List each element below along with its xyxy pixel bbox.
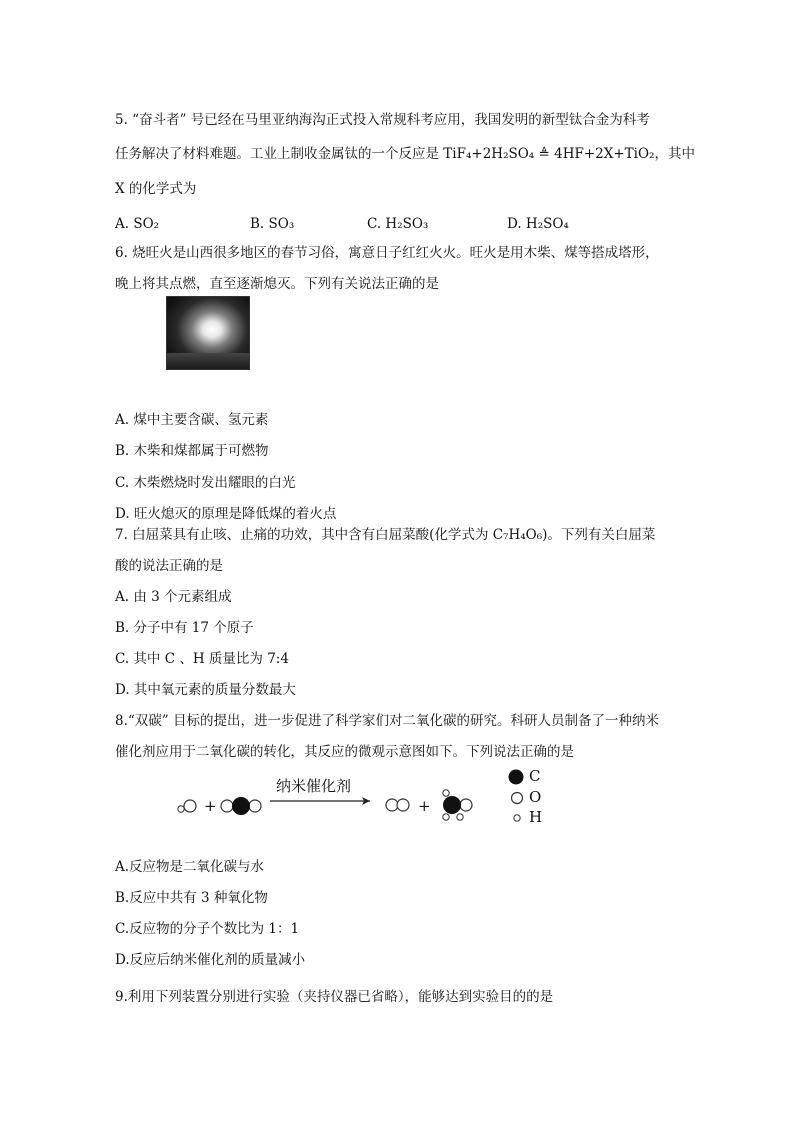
q6-option-a: A. 煤中主要含碳、氢元素: [115, 412, 269, 428]
q8-option-a: A.反应物是二氧化碳与水: [115, 859, 265, 875]
q7-option-b: B. 分子中有 17 个原子: [115, 620, 254, 636]
legend-label-o: O: [529, 788, 542, 806]
q6-line-1: 6. 烧旺火是山西很多地区的春节习俗，寓意日子红红火火。旺火是用木柴、煤等搭成塔形，: [115, 245, 659, 261]
q7-line-1: 7. 白屈菜具有止咳、止痛的功效，其中含有白屈菜酸(化学式为 C₇H₄O₆)。下列有关白屈菜: [115, 527, 656, 543]
legend-label-c: C: [529, 767, 541, 785]
q9-line-1: 9.利用下列装置分别进行实验（夹持仪器已省略），能够达到实验目的的是: [115, 989, 554, 1005]
plus-sign-1: +: [204, 797, 217, 815]
methanol-molecule-product: [436, 787, 476, 823]
o2-molecule-product: [384, 794, 412, 816]
q6-option-d: D. 旺火熄灭的原理是降低煤的着火点: [115, 506, 337, 522]
q7-line-2: 酸的说法正确的是: [115, 558, 223, 574]
carbon-atom-legend-icon: [508, 769, 524, 785]
q8-line-2: 催化剂应用于二氧化碳的转化，其反应的微观示意图如下。下列说法正确的是: [115, 744, 574, 760]
q7-option-a: A. 由 3 个元素组成: [115, 589, 232, 605]
q5-line-3: X 的化学式为: [115, 181, 197, 197]
q5-option-d: D. H₂SO₄: [507, 216, 569, 232]
reaction-arrow-icon: [270, 795, 380, 807]
q8-option-d: D.反应后纳米催化剂的质量减小: [115, 952, 306, 968]
legend-label-h: H: [529, 808, 543, 826]
bonfire-photo: [166, 296, 250, 370]
q5-option-a: A. SO₂: [115, 216, 160, 232]
q8-line-1: 8.“双碳” 目标的提出，进一步促进了科学家们对二氧化碳的研究。科研人员制备了一种纳米: [115, 713, 659, 729]
q5-option-b: B. SO₃: [250, 216, 295, 232]
plus-sign-2: +: [418, 797, 431, 815]
q8-option-c: C.反应物的分子个数比为 1：1: [115, 921, 300, 937]
q6-option-b: B. 木柴和煤都属于可燃物: [115, 443, 269, 459]
hydrogen-atom-legend-icon: [512, 813, 522, 823]
co2-molecule-reactant: [219, 794, 263, 818]
q5-option-c: C. H₂SO₃: [367, 216, 429, 232]
q5-line-2: 任务解决了材料难题。工业上制收金属钛的一个反应是 TiF₄+2H₂SO₄ ≜ 4HF+2X+TiO₂，其中: [115, 146, 695, 162]
q5-line-1: 5. “奋斗者” 号已经在马里亚纳海沟正式投入常规科考应用，我国发明的新型钛合金为科考: [115, 112, 650, 128]
q7-option-d: D. 其中氧元素的质量分数最大: [115, 682, 296, 698]
q6-option-c: C. 木柴燃烧时发出耀眼的白光: [115, 475, 296, 491]
water-molecule-reactant: [176, 796, 202, 816]
q8-option-b: B.反应中共有 3 种氧化物: [115, 890, 268, 906]
q7-option-c: C. 其中 C 、H 质量比为 7:4: [115, 651, 289, 667]
oxygen-atom-legend-icon: [510, 791, 524, 805]
catalyst-label: 纳米催化剂: [276, 777, 352, 795]
q6-line-2: 晚上将其点燃，直至逐渐熄灭。下列有关说法正确的是: [115, 276, 439, 292]
